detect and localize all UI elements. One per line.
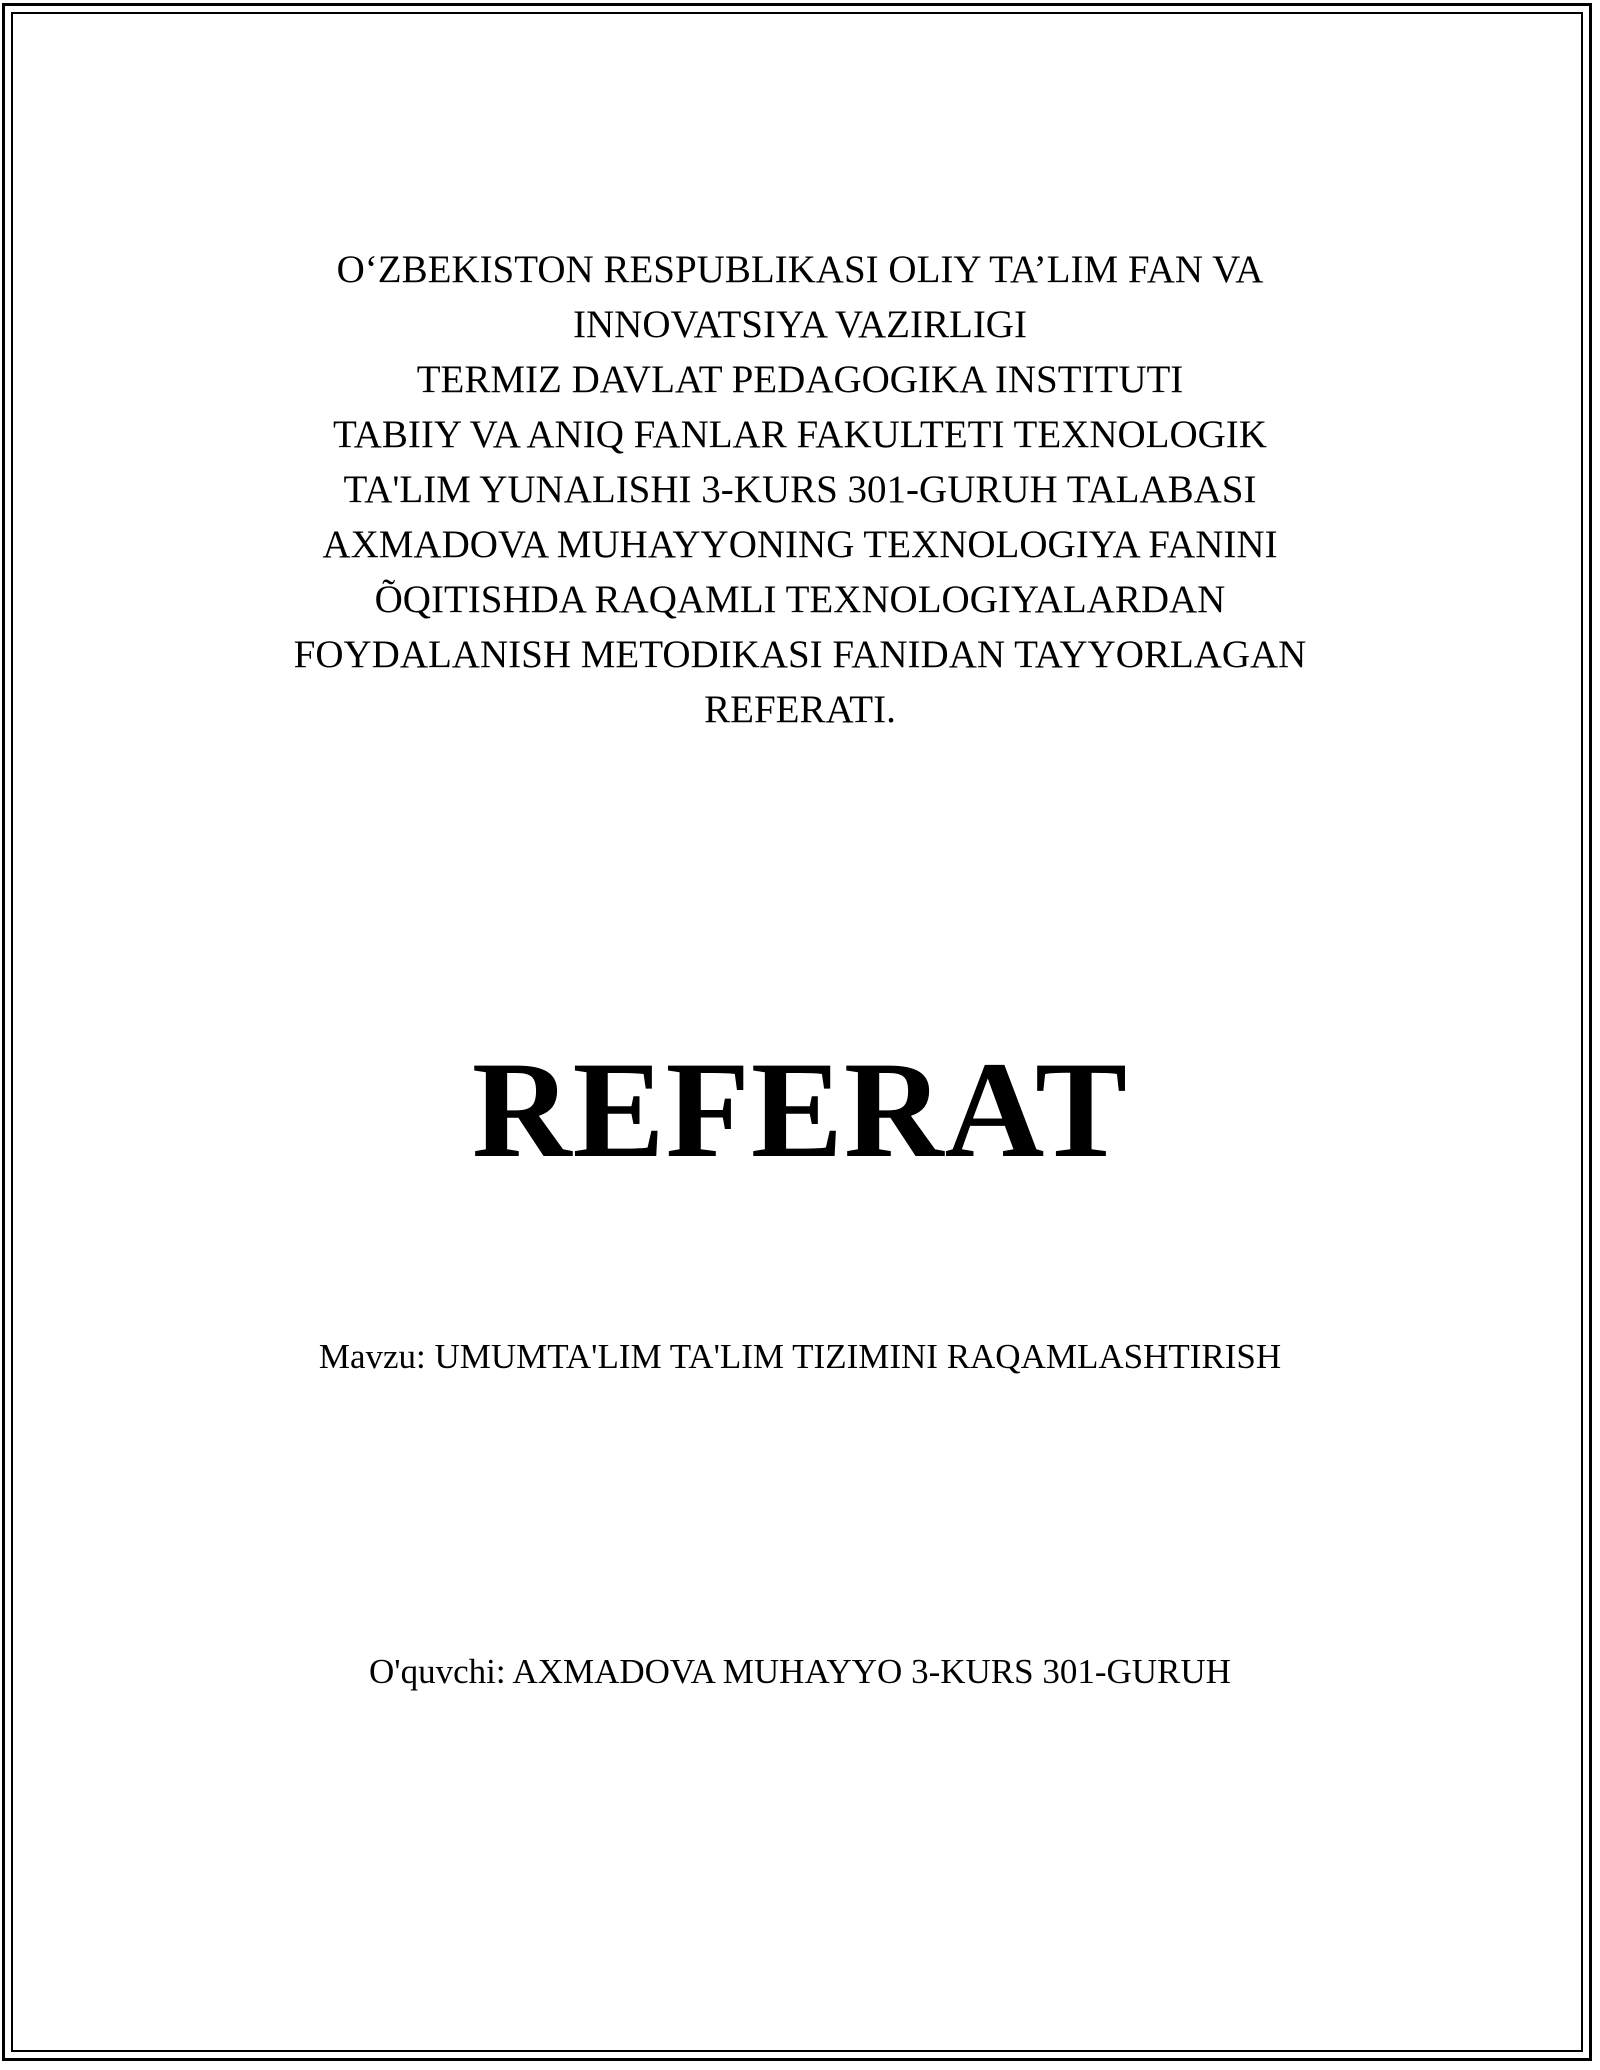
student-line: O'quvchi: AXMADOVA MUHAYYO 3-KURS 301-GURUH	[369, 1652, 1231, 1691]
header-line-7: ÕQITISHDA RAQAMLI TEXNOLOGIYALARDAN	[374, 578, 1226, 621]
header-line-3: TERMIZ DAVLAT PEDAGOGIKA INSTITUTI	[416, 358, 1184, 401]
header-line-9: REFERATI.	[704, 688, 896, 731]
header-line-5: TA'LIM YUNALISHI 3-KURS 301-GURUH TALABASI	[343, 468, 1257, 511]
document-title: REFERAT	[471, 1033, 1129, 1186]
header-line-8: FOYDALANISH METODIKASI FANIDAN TAYYORLAGAN	[293, 633, 1307, 676]
topic-line: Mavzu: UMUMTA'LIM TA'LIM TIZIMINI RAQAMLASHTIRISH	[318, 1337, 1282, 1376]
header-line-2: INNOVATSIYA VAZIRLIGI	[573, 303, 1027, 346]
institution-header	[200, 242, 1400, 737]
header-line-4: TABIIY VA ANIQ FANLAR FAKULTETI TEXNOLOGIK	[333, 413, 1267, 456]
header-line-6: AXMADOVA MUHAYYONING TEXNOLOGIYA FANINI	[322, 523, 1278, 566]
header-line-1: O‘ZBEKISTON RESPUBLIKASI OLIY TA’LIM FAN VA	[336, 248, 1264, 291]
